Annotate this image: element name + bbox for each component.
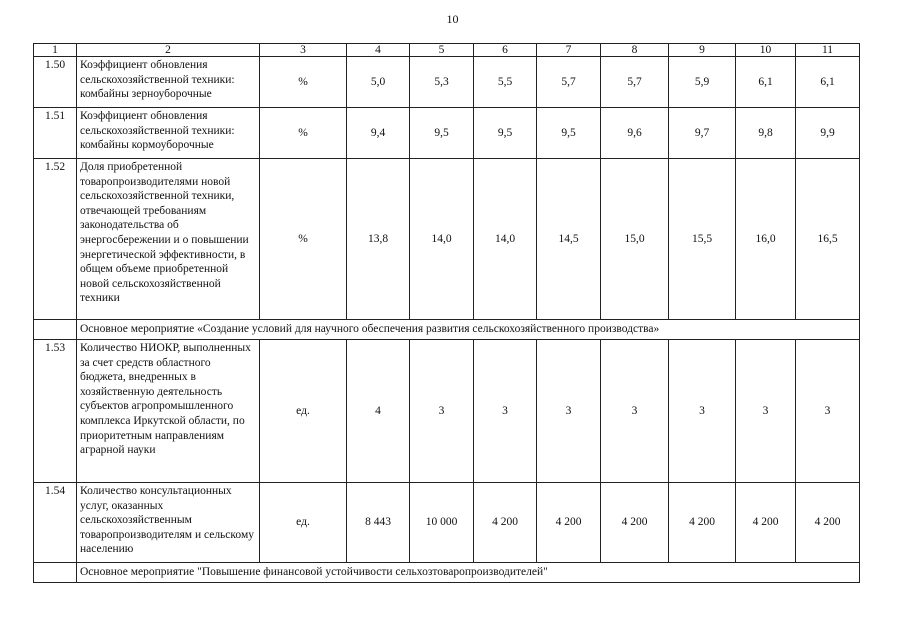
indicator-row	[34, 57, 860, 108]
value-cell: 9,4	[347, 108, 410, 159]
column-header: 5	[410, 44, 474, 57]
value-cell: 9,9	[796, 108, 860, 159]
value-cell: 4 200	[669, 483, 736, 563]
value-cell: 4 200	[796, 483, 860, 563]
value-cell: 5,7	[537, 57, 601, 108]
value-cell: 5,3	[410, 57, 474, 108]
value-cell: 6,1	[736, 57, 796, 108]
value-cell: 4 200	[736, 483, 796, 563]
value-cell: 16,5	[796, 159, 860, 320]
value-cell: 14,5	[537, 159, 601, 320]
section-num-cell	[34, 320, 77, 340]
indicator-name: Коэффициент обновления сельскохозяйственной техники: комбайны зерноуборочные	[77, 57, 260, 108]
column-header: 1	[34, 44, 77, 57]
unit-cell: ед.	[260, 483, 347, 563]
value-cell: 3	[537, 340, 601, 483]
value-cell: 3	[736, 340, 796, 483]
indicator-name: Доля приобретенной товаропроизводителями новой сельскохозяйственной техники, отвечающей требованиям законодательства об энергосбережении и о повышении энергетической эффективности, в общем объеме приобретенной новой сельскохозяйственной техники	[77, 159, 260, 320]
value-cell: 3	[669, 340, 736, 483]
section-title: Основное мероприятие "Повышение финансовой устойчивости сельхозтоваропроизводителей"	[77, 563, 860, 583]
row-number: 1.52	[34, 159, 77, 320]
value-cell: 3	[474, 340, 537, 483]
row-number: 1.53	[34, 340, 77, 483]
value-cell: 8 443	[347, 483, 410, 563]
column-header: 8	[601, 44, 669, 57]
value-cell: 4 200	[601, 483, 669, 563]
value-cell: 5,7	[601, 57, 669, 108]
section-num-cell	[34, 563, 77, 583]
value-cell: 15,0	[601, 159, 669, 320]
column-header: 11	[796, 44, 860, 57]
value-cell: 4 200	[537, 483, 601, 563]
section-row	[34, 320, 860, 340]
value-cell: 3	[796, 340, 860, 483]
indicators-table	[33, 43, 860, 583]
column-header: 2	[77, 44, 260, 57]
page-number: 10	[446, 12, 459, 26]
section-row	[34, 563, 860, 583]
unit-cell: %	[260, 57, 347, 108]
value-cell: 14,0	[410, 159, 474, 320]
unit-cell: %	[260, 159, 347, 320]
indicator-row	[34, 108, 860, 159]
value-cell: 5,0	[347, 57, 410, 108]
indicator-row	[34, 340, 860, 483]
value-cell: 4	[347, 340, 410, 483]
header-row	[34, 44, 860, 57]
value-cell: 3	[601, 340, 669, 483]
row-number: 1.51	[34, 108, 77, 159]
unit-cell: ед.	[260, 340, 347, 483]
section-title: Основное мероприятие «Создание условий для научного обеспечения развития сельскохозяйственного производства»	[77, 320, 860, 340]
column-header: 6	[474, 44, 537, 57]
value-cell: 4 200	[474, 483, 537, 563]
row-number: 1.50	[34, 57, 77, 108]
value-cell: 9,8	[736, 108, 796, 159]
row-number: 1.54	[34, 483, 77, 563]
value-cell: 16,0	[736, 159, 796, 320]
value-cell: 9,5	[474, 108, 537, 159]
column-header: 9	[669, 44, 736, 57]
indicator-row	[34, 159, 860, 320]
value-cell: 9,6	[601, 108, 669, 159]
indicator-name: Количество консультационных услуг, оказанных сельскохозяйственным товаропроизводителям и сельскому населению	[77, 483, 260, 563]
value-cell: 9,7	[669, 108, 736, 159]
value-cell: 10 000	[410, 483, 474, 563]
column-header: 7	[537, 44, 601, 57]
value-cell: 9,5	[537, 108, 601, 159]
value-cell: 15,5	[669, 159, 736, 320]
indicator-row	[34, 483, 860, 563]
value-cell: 5,5	[474, 57, 537, 108]
column-header: 10	[736, 44, 796, 57]
column-header: 3	[260, 44, 347, 57]
value-cell: 9,5	[410, 108, 474, 159]
value-cell: 3	[410, 340, 474, 483]
indicator-name: Количество НИОКР, выполненных за счет средств областного бюджета, внедренных в хозяйственную деятельность субъектов агропромышленного комплекса Иркутской области, по приоритетным направлениям аграрной науки	[77, 340, 260, 483]
value-cell: 5,9	[669, 57, 736, 108]
value-cell: 6,1	[796, 57, 860, 108]
column-header: 4	[347, 44, 410, 57]
value-cell: 13,8	[347, 159, 410, 320]
indicator-name: Коэффициент обновления сельскохозяйственной техники: комбайны кормоуборочные	[77, 108, 260, 159]
unit-cell: %	[260, 108, 347, 159]
value-cell: 14,0	[474, 159, 537, 320]
